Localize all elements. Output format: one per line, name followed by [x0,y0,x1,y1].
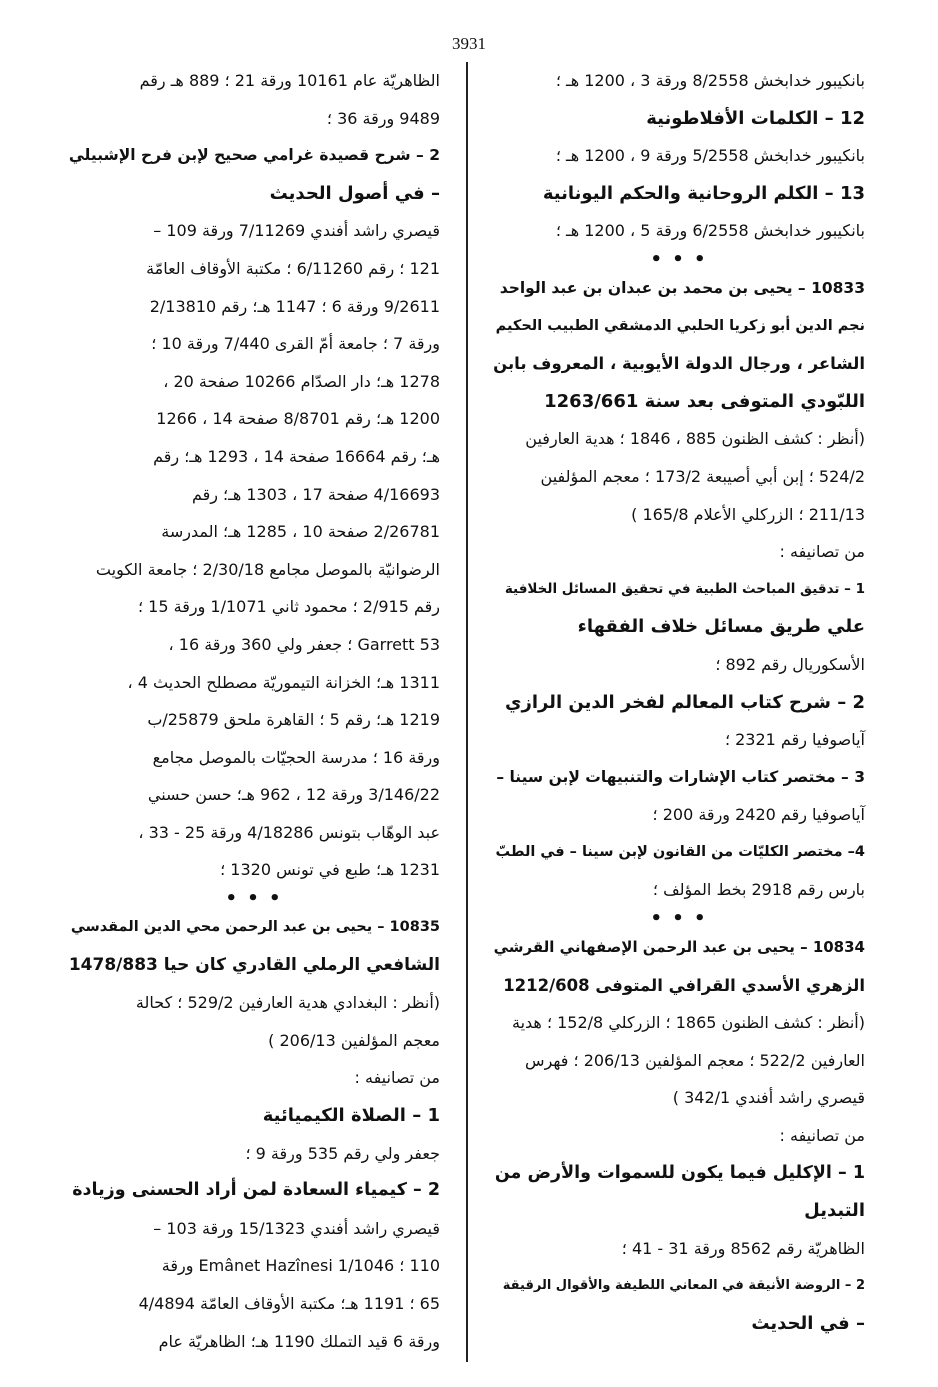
right-column-line: آياصوفيا رقم 2321 ؛ [724,730,865,750]
right-column-line: آياصوفيا رقم 2420 ورقة 200 ؛ [652,805,865,825]
left-column-line: 65 ؛ 1191 هـ؛ مكتبة الأوقاف العامّة 4/4894 [138,1294,440,1313]
right-column-line: الظاهريّة رقم 8562 ورقة 31 - 41 ؛ [621,1238,865,1258]
left-column-line: • • • [225,888,283,910]
right-column-line: بانكيبور خدابخش 5/2558 ورقة 9 ، 1200 هـ ؛ [555,146,865,166]
right-column-line: 12 – الكلمات الأفلاطونية [646,107,865,129]
right-column-line: الشاعر ، ورجال الدولة الأيوبية ، المعروف بابن [493,354,865,374]
left-column-line: 2/26781 صفحة 10 ، 1285 هـ؛ المدرسة [161,522,440,542]
right-column [493,62,865,1343]
right-column-line: بانكيبور خدابخش 8/2558 ورقة 3 ، 1200 هـ ؛ [555,71,865,90]
left-column-line: 2 – شرح قصيدة غرامي صحيح لإبن فرح الإشبيلي [68,146,440,165]
right-column-line: 524/2 ؛ إبن أبي أصيبعة 173/2 ؛ معجم المؤلفين [540,466,865,486]
left-column-line: 1 – الصلاة الكيميائية [262,1105,440,1127]
left-column-line: Garrett 53 ؛ جعفر ولي 360 ورقة 16 ، [168,634,440,654]
left-column [68,62,440,1360]
left-column-line: 3/146/22 ورقة 12 ، 962 هـ؛ حسن حسني [147,785,440,805]
right-column-line: • • • [650,248,708,270]
right-column-line: بارس رقم 2918 بخط المؤلف ؛ [652,880,865,900]
right-column-line: • • • [650,908,708,930]
right-column-line: اللبّودي المتوفى بعد سنة 1263/661 [544,390,865,412]
left-column-line: هـ؛ رقم 16664 صفحة 14 ، 1293 هـ؛ رقم [153,446,440,466]
left-column-line: 10835 – يحيى بن عبد الرحمن محي الدين المقدسي [70,919,440,936]
left-column-line: الشافعي الرملي القادري كان حيا 1478/883 [68,954,440,975]
column-divider [466,62,468,1362]
left-column-line: – في أصول الحديث [269,182,440,204]
left-column-line: 1200 هـ؛ رقم 8/8701 صفحة 14 ، 1266 [156,409,440,429]
page-number: 3931 [452,34,486,53]
left-column-line: 1231 هـ؛ طبع في تونس 1320 ؛ [220,860,440,880]
right-column-line: 1 – الإكليل فيما يكون للسموات والأرض من [494,1162,865,1183]
right-column-line: علي طريق مسائل خلاف الفقهاء [577,616,865,638]
left-column-line: 1219 هـ؛ رقم 5 ؛ القاهرة ملحق 25879/ب [147,710,440,730]
right-column-line: بانكيبور خدابخش 6/2558 ورقة 5 ، 1200 هـ ؛ [555,221,865,241]
right-column-line: العارفين 522/2 ؛ معجم المؤلفين 206/13 ؛ فهرس [525,1050,865,1070]
right-column-line: 13 – الكلم الروحانية والحكم اليونانية [542,182,865,204]
left-column-line: ورقة 7 ؛ جامعة أمّ القرى 7/440 ورقة 10 ؛ [151,334,440,354]
right-column-line: – في الحديث [751,1313,865,1334]
left-column-line: جعفر ولي رقم 535 ورقة 9 ؛ [245,1143,440,1163]
right-column-line: نجم الدين أبو زكريا الحلبي الدمشقي الطبيب الحكيم [495,317,865,334]
right-column-line: 10833 – يحيى بن محمد بن عبدان بن عبد الواحد [499,278,865,297]
right-column-line: 2 – الروضة الأنيقة في المعاني اللطيفة والأقوال الرقيقة [502,1278,865,1294]
left-column-line: عبد الوهّاب بتونس 4/18286 ورقة 25 - 33 ، [138,822,440,842]
right-column-line: 211/13 ؛ الزركلي الأعلام 165/8 ) [631,504,865,524]
left-column-line: 4/16693 صفحة 17 ، 1303 هـ؛ رقم [191,484,440,504]
left-column-line: 110 ؛ Emânet Hazînesi 1/1046 ورقة [161,1256,440,1276]
left-column-line: 121 ؛ رقم 6/11260 ؛ مكتبة الأوقاف العامّة [146,258,440,278]
right-column-line: 1 – تدقيق المباحث الطبية في تحقيق المسائل الخلافية [504,580,865,597]
right-column-line: 10834 – يحيى بن عبد الرحمن الإصفهاني القرشي [493,938,865,957]
right-column-line: 4– مختصر الكليّات من القانون لإبن سينا – في الطبّ [495,843,865,860]
right-column-line: التبديل [804,1200,865,1222]
right-column-line: قيصري راشد أفندي 342/1 ) [672,1088,865,1108]
left-column-line: 2 – كيمياء السعادة لمن أراد الحسنى وزيادة [72,1180,440,1201]
left-column-line: رقم 2/915 ؛ محمود ثاني 1/1071 ورقة 15 ؛ [138,597,440,617]
right-column-line: 2 – شرح كتاب المعالم لفخر الدين الرازي [504,691,865,713]
left-column-line: ورقة 16 ؛ مدرسة الحجيّات بالموصل مجامع [152,747,440,767]
left-column-line: قيصري راشد أفندي 7/11269 ورقة 109 – [153,221,440,241]
left-column-line: قيصري راشد أفندي 15/1323 ورقة 103 – [153,1218,440,1238]
right-column-line: من تصانيفه : [779,1126,865,1146]
left-column-line: 9/2611 ورقة 6 ؛ 1147 هـ؛ رقم 2/13810 [149,296,440,316]
right-column-line: الأسكوريال رقم 892 ؛ [715,654,865,674]
right-column-line: من تصانيفه : [779,542,865,562]
left-column-line: 1278 هـ؛ دار الصدّام 10266 صفحة 20 ، [163,371,440,391]
left-column-line: من تصانيفه : [354,1068,440,1088]
left-column-line: (أنظر : البغدادي هدية العارفين 529/2 ؛ كحالة [135,993,440,1013]
right-column-line: 3 – مختصر كتاب الإشارات والتنبيهات لإبن سينا – [496,767,865,786]
left-column-line: ورقة 6 قيد التملك 1190 هـ؛ الظاهريّة عام [158,1331,440,1351]
left-column-line: 1311 هـ؛ الخزانة التيموريّة مصطلح الحديث 4 ، [127,672,440,692]
left-column-line: 9489 ورقة 36 ؛ [326,108,440,128]
right-column-line: (أنظر : كشف الظنون 885 ، 1846 ؛ هدية العارفين [525,429,865,449]
left-column-line: الرضوانيّة بالموصل مجامع 2/30/18 ؛ جامعة الكويت [95,559,440,579]
right-column-line: (أنظر : كشف الظنون 1865 ؛ الزركلي 152/8 ؛ هدية [512,1013,865,1033]
left-column-line: معجم المؤلفين 206/13 ) [268,1030,440,1050]
right-column-line: الزهري الأسدي القرافي المتوفى 1212/608 [503,975,865,995]
left-column-line: الظاهريّة عام 10161 ورقة 21 ؛ 889 هـ رقم [139,71,440,90]
